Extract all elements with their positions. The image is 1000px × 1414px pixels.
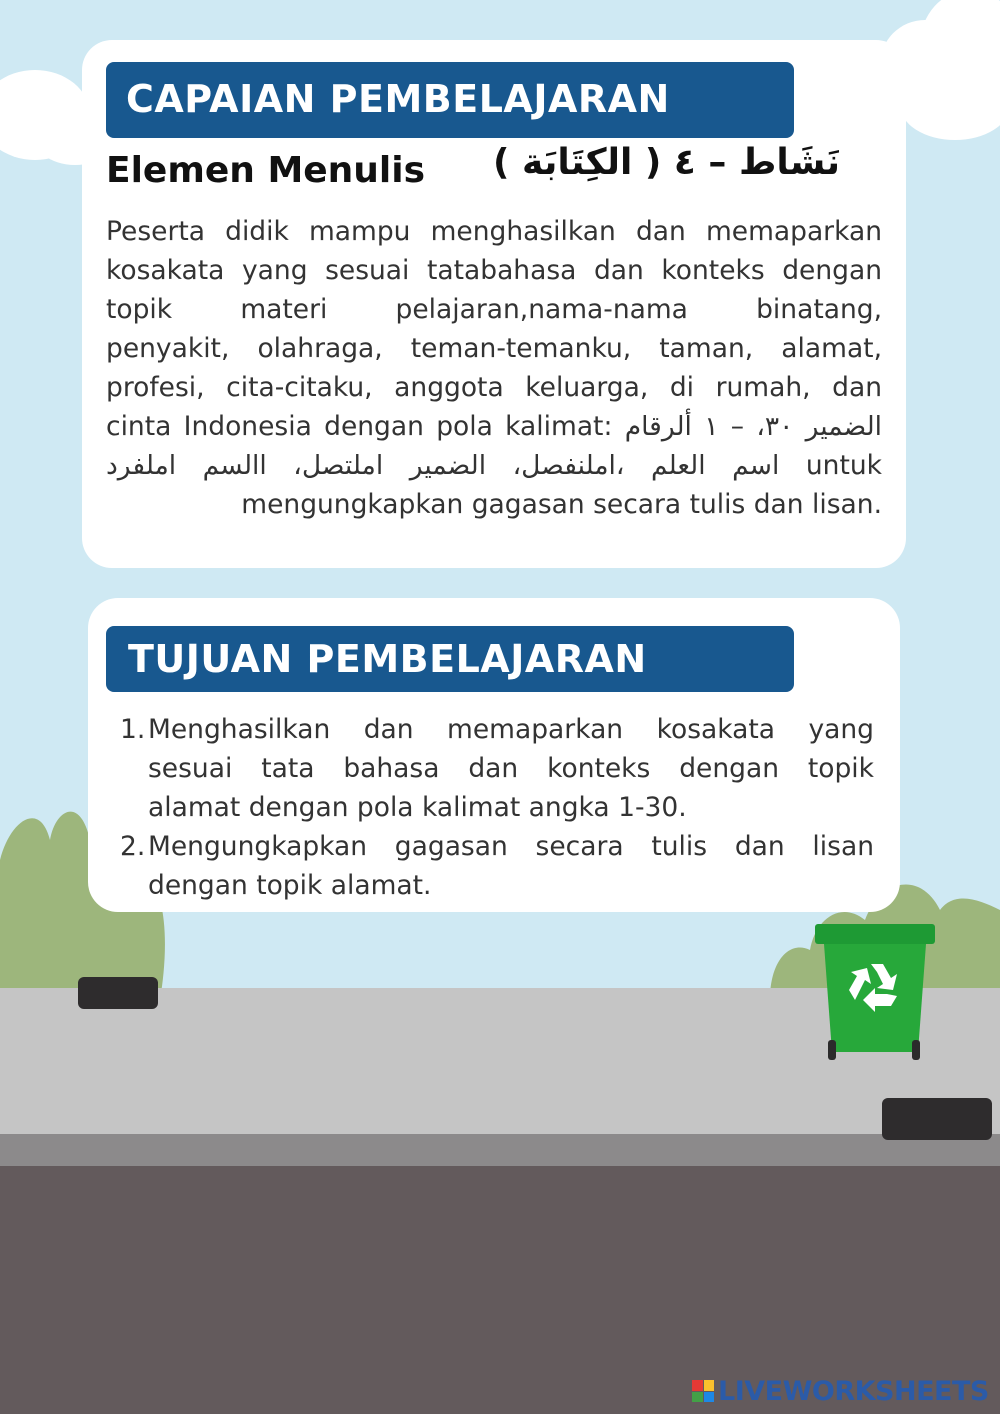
tujuan-list [120,710,874,905]
liveworksheets-logo[interactable] [692,1376,989,1406]
tujuan-heading: TUJUAN PEMBELAJARAN [106,626,794,692]
capaian-heading: CAPAIAN PEMBELAJARAN [106,62,794,138]
list-number: 2. [120,831,146,862]
paragraph-line: .mengungkapkan gagasan secara tulis dan lisan [241,489,882,520]
paragraph-line: profesi, cita-citaku, anggota keluarga, di rumah, dan [106,372,882,403]
curb [0,1134,1000,1168]
logo-icon [692,1380,714,1402]
list-line: Menghasilkan dan memaparkan kosakata yang [148,714,874,745]
paragraph-line: untuk اسم العلم ،املنفصل، الضمير املتصل، االسم املفرد [106,450,882,481]
list-number: 1. [120,714,146,745]
paragraph-line: kosakata yang sesuai tatabahasa dan konteks dengan [106,255,882,286]
arabic-activity-title: نَشَاط – ٤ ( الكِتَابَة ) [493,142,840,183]
list-line: alamat dengan pola kalimat angka 1-30. [148,792,687,823]
list-item [120,827,874,905]
logo-text: LIVEWORKSHEETS [718,1375,989,1407]
list-line: sesuai tata bahasa dan konteks dengan topik [148,753,874,784]
list-item [120,710,874,827]
capaian-paragraph [106,212,882,524]
paragraph-line: الضمير ٣٠، – ١ ألرقام :cinta Indonesia dengan pola kalimat [106,411,883,442]
list-line: Mengungkapkan gagasan secara tulis dan lisan [148,831,874,862]
list-line: dengan topik alamat. [148,870,432,901]
drain-cover [78,977,158,1009]
drain-cover [882,1098,992,1140]
cloud-icon [900,70,1000,140]
paragraph-line: penyakit, olahraga, teman-temanku, taman, alamat, [106,333,882,364]
paragraph-line: topik materi pelajaran,nama-nama binatang, [106,294,882,325]
element-title: Elemen Menulis [106,150,426,191]
paragraph-line: Peserta didik mampu menghasilkan dan memaparkan [106,216,882,247]
trash-bin-icon [812,922,938,1064]
